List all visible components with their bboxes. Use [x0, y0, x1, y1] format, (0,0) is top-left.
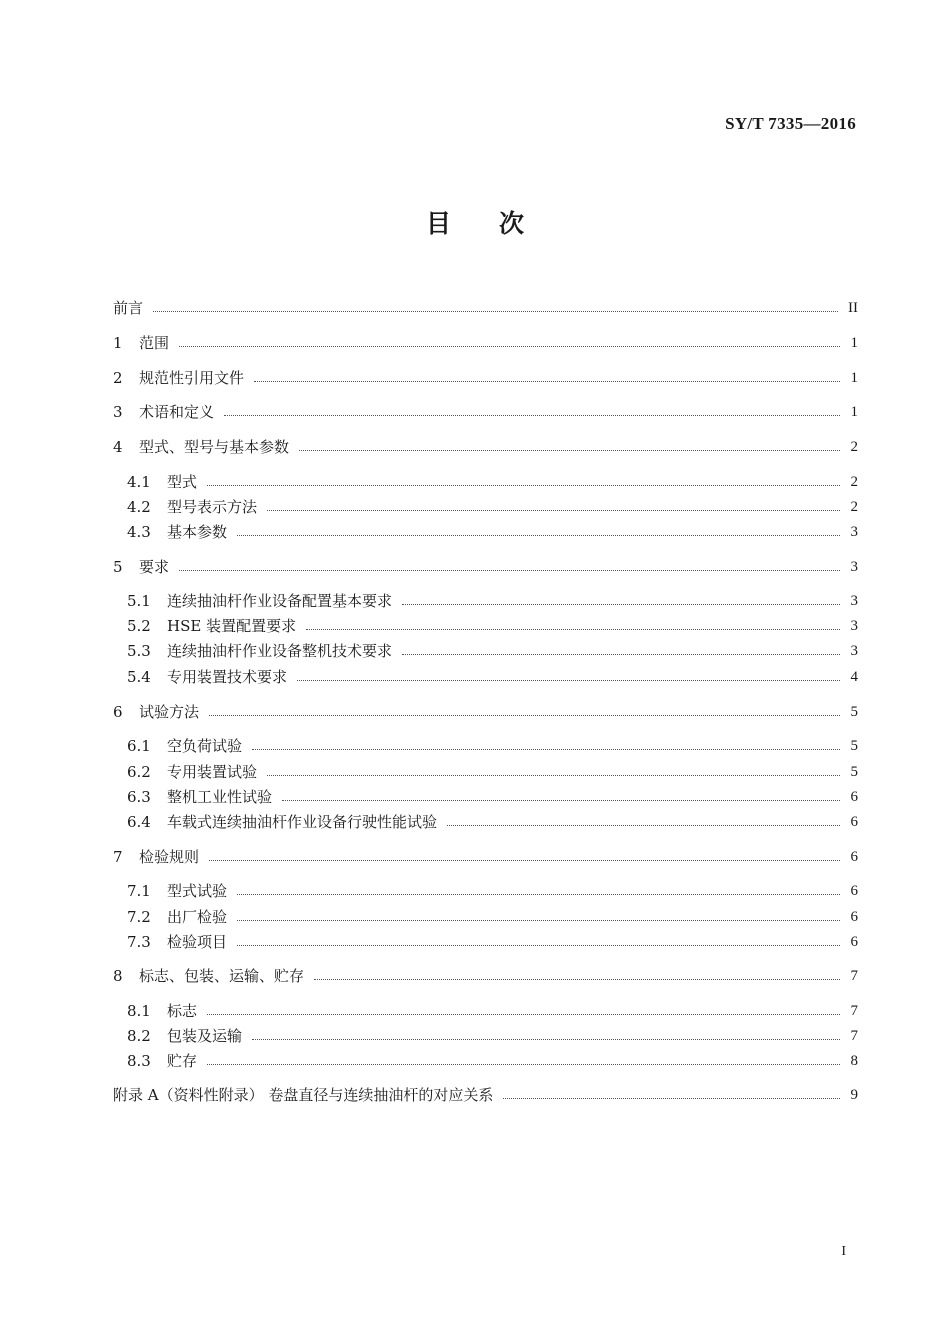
dot-leader [299, 450, 840, 451]
toc-entry[interactable] [127, 614, 858, 636]
toc-entry[interactable] [113, 296, 858, 318]
toc-entry-label: 标志 [167, 1002, 198, 1020]
toc-entry-page: 5 [850, 738, 858, 754]
toc-entry-page: 2 [850, 439, 858, 455]
toc-entry-label: 型式试验 [167, 882, 228, 900]
toc-entry-number: 4 [113, 438, 123, 456]
dot-leader [179, 346, 840, 347]
toc-entry-page: 3 [850, 559, 858, 575]
dot-leader [237, 945, 840, 946]
dot-leader [207, 1014, 840, 1015]
toc-entry[interactable] [127, 879, 858, 901]
toc-entry-number: 4.3 [127, 523, 151, 541]
toc-entry[interactable] [113, 845, 858, 867]
toc-entry[interactable] [127, 589, 858, 611]
toc-entry-page: II [848, 300, 858, 316]
toc-entry[interactable] [127, 930, 858, 952]
toc-entry-label: 术语和定义 [139, 403, 215, 421]
toc-entry-number: 6.2 [127, 763, 151, 781]
dot-leader [237, 535, 840, 536]
toc-entry-label: 型式、型号与基本参数 [139, 438, 290, 456]
toc-entry-label: 车载式连续抽油杆作业设备行驶性能试验 [167, 813, 438, 831]
dot-leader [314, 979, 840, 980]
toc-entry[interactable] [127, 520, 858, 542]
toc-entry-label: 连续抽油杆作业设备整机技术要求 [167, 642, 393, 660]
toc-entry-number: 6.1 [127, 737, 151, 755]
toc-entry-number: 5.3 [127, 642, 151, 660]
dot-leader [402, 654, 840, 655]
toc-entry-page: 9 [850, 1087, 858, 1103]
toc-entry-page: 5 [850, 764, 858, 780]
toc-entry-page: 3 [850, 643, 858, 659]
toc-entry-label: 前言 [113, 299, 144, 317]
toc-entry-page: 6 [850, 883, 858, 899]
toc-entry-number: 6.3 [127, 788, 151, 806]
toc-entry-label: 要求 [139, 558, 170, 576]
toc-entry-number: 5.2 [127, 617, 151, 635]
dot-leader [503, 1098, 840, 1099]
toc-entry-number: 6 [113, 703, 123, 721]
toc-entry-number: 8 [113, 967, 123, 985]
toc-entry-label: 空负荷试验 [167, 737, 243, 755]
toc-entry-page: 1 [850, 370, 858, 386]
toc-entry-page: 1 [850, 404, 858, 420]
toc-entry-number: 5 [113, 558, 123, 576]
toc-entry-label: 贮存 [167, 1052, 198, 1070]
toc-entry[interactable] [113, 331, 858, 353]
toc-entry-label: 出厂检验 [167, 908, 228, 926]
toc-entry-page: 3 [850, 618, 858, 634]
dot-leader [447, 825, 840, 826]
dot-leader [252, 1039, 840, 1040]
toc-entry-label: 检验规则 [139, 848, 200, 866]
dot-leader [267, 775, 840, 776]
toc-entry[interactable] [127, 639, 858, 661]
toc-entry-label: 包装及运输 [167, 1027, 243, 1045]
toc-entry[interactable] [113, 1083, 858, 1105]
toc-entry-number: 7.1 [127, 882, 151, 900]
dot-leader [207, 485, 840, 486]
toc-entry-page: 2 [850, 499, 858, 515]
toc-entry[interactable] [127, 1024, 858, 1046]
toc-entry-label: 检验项目 [167, 933, 228, 951]
dot-leader [402, 604, 840, 605]
dot-leader [153, 311, 838, 312]
toc-entry-page: 6 [850, 814, 858, 830]
toc-entry[interactable] [113, 400, 858, 422]
dot-leader [224, 415, 840, 416]
dot-leader [267, 510, 840, 511]
dot-leader [297, 680, 840, 681]
toc-entry-page: 1 [850, 335, 858, 351]
dot-leader [209, 715, 840, 716]
toc-entry[interactable] [127, 734, 858, 756]
dot-leader [252, 749, 840, 750]
toc-entry-label: 连续抽油杆作业设备配置基本要求 [167, 592, 393, 610]
toc-entry-page: 3 [850, 524, 858, 540]
toc-entry-label: 整机工业性试验 [167, 788, 273, 806]
toc-entry[interactable] [127, 999, 858, 1021]
toc-entry-page: 6 [850, 934, 858, 950]
dot-leader [254, 381, 840, 382]
toc-entry[interactable] [127, 665, 858, 687]
standard-code: SY/T 7335—2016 [725, 114, 856, 133]
toc-entry-page: 2 [850, 474, 858, 490]
toc-entry[interactable] [113, 964, 858, 986]
toc-entry[interactable] [113, 435, 858, 457]
toc-entry-number: 2 [113, 369, 123, 387]
dot-leader [179, 570, 840, 571]
toc-entry-label: 型号表示方法 [167, 498, 258, 516]
toc-entry-page: 6 [850, 789, 858, 805]
toc-entry-number: 5.1 [127, 592, 151, 610]
toc-entry-label: 附录 A（资料性附录） 卷盘直径与连续抽油杆的对应关系 [113, 1086, 494, 1104]
dot-leader [209, 860, 840, 861]
toc-entry[interactable] [127, 785, 858, 807]
toc-entry-number: 3 [113, 403, 123, 421]
toc-entry-page: 4 [850, 669, 858, 685]
toc-entry-label: 规范性引用文件 [139, 369, 245, 387]
toc-entry-number: 8.3 [127, 1052, 151, 1070]
dot-leader [237, 894, 840, 895]
toc-entry-number: 6.4 [127, 813, 151, 831]
toc-entry-page: 7 [850, 968, 858, 984]
toc-entry-number: 5.4 [127, 668, 151, 686]
toc-entry-page: 5 [850, 704, 858, 720]
toc-entry-label: 型式 [167, 473, 198, 491]
toc-entry-number: 7.2 [127, 908, 151, 926]
toc-entry[interactable] [113, 555, 858, 577]
toc-entry[interactable] [127, 760, 858, 782]
toc-entry-label: 专用装置试验 [167, 763, 258, 781]
toc-entry-number: 7.3 [127, 933, 151, 951]
dot-leader [207, 1064, 840, 1065]
toc-entry-page: 3 [850, 593, 858, 609]
toc-entry[interactable] [127, 470, 858, 492]
toc-entry-label: 范围 [139, 334, 170, 352]
toc-entry[interactable] [113, 366, 858, 388]
toc-entry-label: 标志、包装、运输、贮存 [139, 967, 305, 985]
toc-entry-label: 专用装置技术要求 [167, 668, 288, 686]
toc-entry-page: 6 [850, 909, 858, 925]
toc-entry-number: 4.2 [127, 498, 151, 516]
toc-entry-number: 8.2 [127, 1027, 151, 1045]
toc-entry-number: 1 [113, 334, 123, 352]
toc-entry[interactable] [127, 810, 858, 832]
toc-entry-page: 7 [850, 1003, 858, 1019]
toc-entry-label: 基本参数 [167, 523, 228, 541]
toc-entry-label: 试验方法 [139, 703, 200, 721]
toc-entry-page: 8 [850, 1053, 858, 1069]
toc-entry[interactable] [127, 1049, 858, 1071]
toc-entry-number: 7 [113, 848, 123, 866]
dot-leader [306, 629, 840, 630]
toc-entry-page: 7 [850, 1028, 858, 1044]
dot-leader [282, 800, 840, 801]
toc-entry[interactable] [113, 700, 858, 722]
page-title: 目次 [425, 209, 572, 238]
toc-entry-page: 6 [850, 849, 858, 865]
dot-leader [237, 920, 840, 921]
toc-entry-number: 4.1 [127, 473, 151, 491]
footer-page-number: I [841, 1244, 846, 1259]
toc-entry[interactable] [127, 495, 858, 517]
toc-entry-number: 8.1 [127, 1002, 151, 1020]
toc-entry[interactable] [127, 905, 858, 927]
toc-entry-label: HSE 装置配置要求 [167, 617, 297, 635]
